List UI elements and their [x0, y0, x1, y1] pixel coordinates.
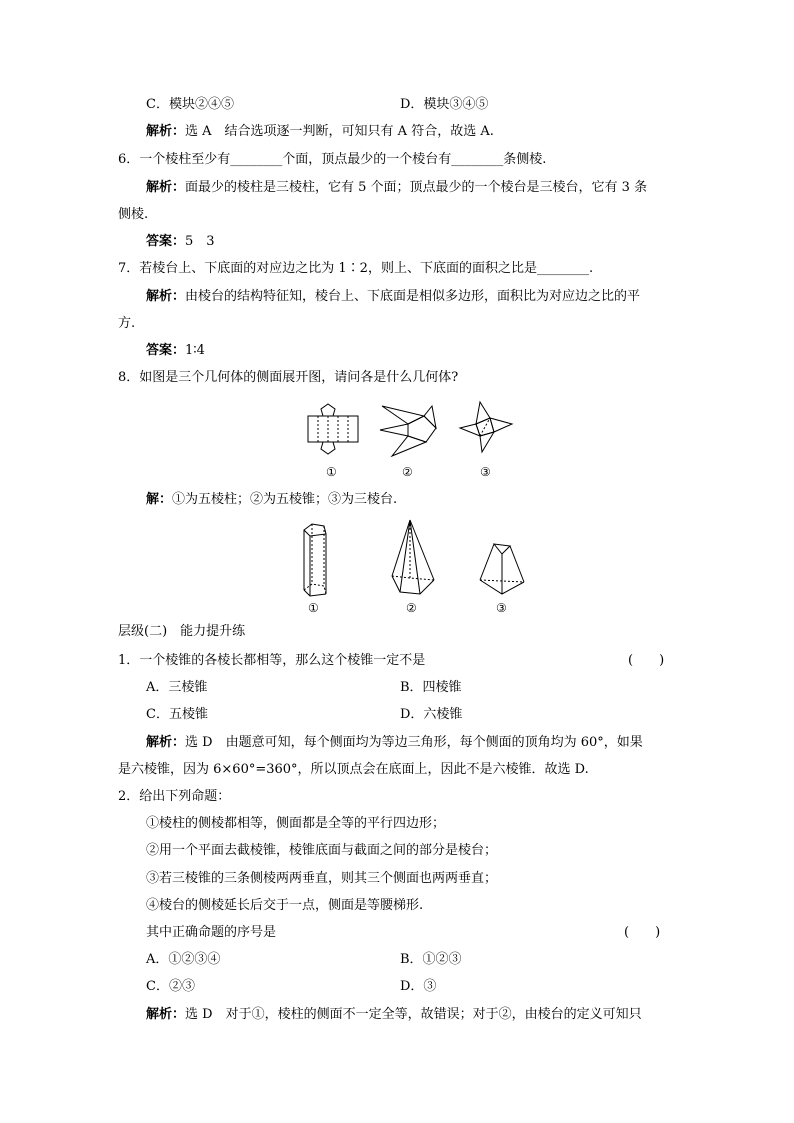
nets-figure	[296, 396, 526, 484]
fig2-label-1: ①	[308, 601, 319, 615]
frustum-net	[460, 402, 512, 452]
q6-stem: 6．一个棱柱至少有________个面，顶点最少的一个棱台有________条侧棱.	[118, 152, 547, 167]
q8-solution	[146, 491, 397, 509]
fig2-label-3: ③	[496, 601, 507, 615]
p2-prop-1: ①棱柱的侧棱都相等，侧面都是全等的平行四边形；	[146, 816, 446, 831]
p2-option-d: D．③	[400, 979, 437, 994]
q8-stem: 8．如图是三个几何体的侧面展开图，请问各是什么几何体?	[118, 370, 459, 385]
q7-answer	[146, 342, 205, 360]
analysis-text: 由棱台的结构特征知，棱台上、下底面是相似多边形，面积比为对应边之比的平	[185, 289, 641, 304]
p2-question: 其中正确命题的序号是	[146, 925, 277, 940]
p2-answer-bracket: ( )	[624, 925, 661, 940]
fig1-label-1: ①	[326, 465, 337, 479]
answer-text: 1∶4	[185, 343, 205, 358]
frustum-solid	[480, 544, 524, 594]
p2-prop-2: ②用一个平面去截棱锥，棱锥底面与截面之间的部分是棱台；	[146, 843, 498, 858]
p2-stem: 2．给出下列命题：	[118, 789, 231, 804]
q7-analysis	[146, 288, 640, 306]
p1-option-b: B．四棱锥	[400, 680, 462, 695]
p1-analysis	[146, 734, 643, 752]
p2-option-a: A．①②③④	[146, 952, 221, 967]
q7-analysis-cont: 方.	[118, 316, 136, 331]
analysis-label: 解析：	[146, 289, 186, 304]
solution-label: 解：	[146, 492, 173, 507]
p2-analysis	[146, 1006, 642, 1024]
prism-net	[308, 404, 358, 454]
analysis-text: 选 D 由题意可知，每个侧面均为等边三角形，每个侧面的顶角均为 60°，如果	[185, 735, 643, 750]
analysis-text: 选 A 结合选项逐一判断，可知只有 A 符合，故选 A.	[185, 124, 494, 139]
p1-stem: 1．一个棱锥的各棱长都相等，那么这个棱锥一定不是	[118, 653, 426, 668]
analysis-label: 解析：	[146, 124, 186, 139]
fig1-label-3: ③	[480, 465, 491, 479]
analysis-text: 选 D 对于①，棱柱的侧面不一定全等，故错误；对于②，由棱台的定义可知只	[185, 1007, 642, 1022]
analysis-label: 解析：	[146, 1007, 186, 1022]
q6-analysis-cont: 侧棱.	[118, 207, 149, 222]
solution-text: ①为五棱柱；②为五棱锥；③为三棱台.	[172, 492, 398, 507]
q6-analysis	[146, 179, 647, 197]
q5-option-c: C．模块②④⑤	[146, 97, 234, 112]
fig2-label-2: ②	[406, 601, 417, 615]
p2-prop-3: ③若三棱锥的三条侧棱两两垂直，则其三个侧面也两两垂直；	[146, 871, 498, 886]
p1-option-c: C．五棱锥	[146, 707, 208, 722]
pyramid-net	[380, 406, 436, 456]
analysis-label: 解析：	[146, 735, 186, 750]
p1-analysis-cont: 是六棱锥，因为 6×60°=360°，所以顶点会在底面上，因此不是六棱锥．故选 D.	[118, 762, 589, 777]
answer-label: 答案：	[146, 343, 186, 358]
answer-text: 5 3	[185, 234, 215, 249]
p2-prop-4: ④棱台的侧棱延长后交于一点，侧面是等腰梯形.	[146, 898, 424, 913]
p1-option-d: D．六棱锥	[400, 707, 463, 722]
p1-option-a: A．三棱锥	[146, 680, 208, 695]
q7-stem: 7．若棱台上、下底面的对应边之比为 1∶2，则上、下底面的面积之比是________.	[118, 261, 594, 276]
p2-option-b: B．①②③	[400, 952, 462, 967]
prism-solid	[304, 524, 326, 596]
answer-label: 答案：	[146, 234, 186, 249]
q5-option-d: D．模块③④⑤	[400, 97, 489, 112]
p1-answer-bracket: ( )	[628, 653, 665, 668]
fig1-label-2: ②	[402, 465, 413, 479]
p2-option-c: C．②③	[146, 979, 195, 994]
analysis-text: 面最少的棱柱是三棱柱，它有 5 个面；顶点最少的一个棱台是三棱台，它有 3 条	[185, 180, 648, 195]
pyramid-solid	[392, 520, 434, 594]
q5-analysis	[146, 123, 494, 141]
solids-figure	[294, 520, 534, 616]
q6-answer	[146, 233, 215, 251]
analysis-label: 解析：	[146, 180, 186, 195]
section-heading: 层级(二) 能力提升练	[118, 624, 246, 639]
